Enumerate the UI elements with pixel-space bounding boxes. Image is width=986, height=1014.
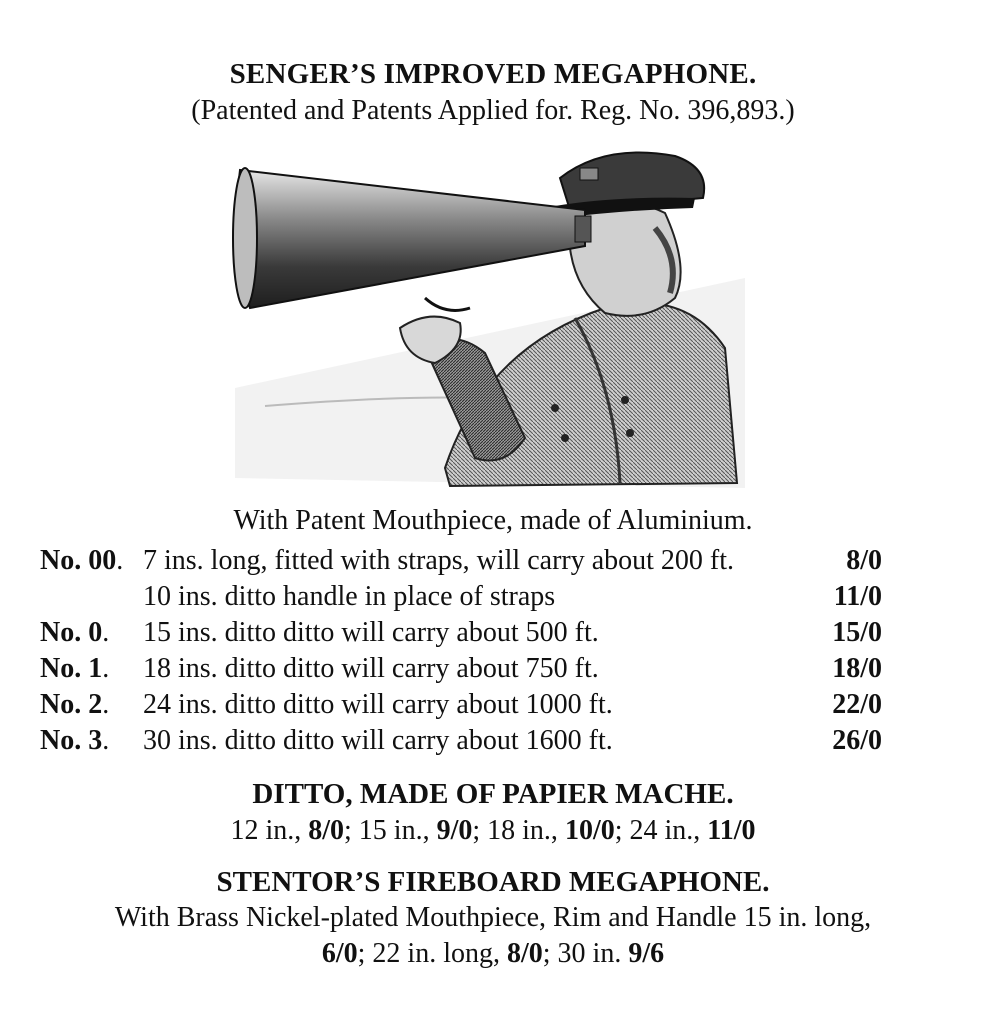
papier-mache-prices (0, 815, 986, 847)
intro-text: With Patent Mouthpiece, made of Aluminium. (233, 505, 753, 536)
model-sep: . (102, 617, 110, 648)
price-row (0, 653, 986, 689)
model-sep: . (116, 545, 124, 576)
stentor-size: ; 22 in. long, (357, 938, 500, 969)
papier-mache-heading: DITTO, MADE OF PAPIER MACHE. (252, 778, 734, 810)
row-description: 15 ins. ditto ditto will carry about 500 ft. (143, 617, 599, 648)
papier-size: ; 24 in., (614, 815, 701, 846)
row-price: 15/0 (832, 617, 882, 648)
stentor-prices (0, 938, 986, 970)
papier-size: ; 18 in., (472, 815, 558, 846)
megaphone-illustration (225, 138, 755, 500)
model-number: No. 1 (40, 653, 103, 684)
price-row (0, 689, 986, 725)
papier-price: 11/0 (707, 815, 756, 846)
page-title: SENGER’S IMPROVED MEGAPHONE. (229, 58, 757, 90)
row-price: 18/0 (832, 653, 882, 684)
row-price: 26/0 (832, 725, 882, 756)
row-description: 30 ins. ditto ditto will carry about 1600 ft. (143, 725, 613, 756)
stentor-heading: STENTOR’S FIREBOARD MEGAPHONE. (216, 866, 770, 898)
stentor-price: 9/6 (628, 938, 665, 969)
papier-price: 9/0 (436, 815, 473, 846)
model-number: No. 2 (40, 689, 103, 720)
price-row (0, 545, 986, 581)
row-price: 22/0 (832, 689, 882, 720)
model-number: No. 00 (40, 545, 117, 576)
model-sep: . (102, 689, 110, 720)
row-description: 7 ins. long, fitted with straps, will carry about 200 ft. (143, 545, 735, 576)
price-row (0, 581, 986, 617)
model-number: No. 3 (40, 725, 103, 756)
model-number: No. 0 (40, 617, 103, 648)
papier-price: 8/0 (308, 815, 345, 846)
row-description: 10 ins. ditto handle in place of straps (143, 581, 556, 612)
stentor-price: 8/0 (507, 938, 543, 969)
model-sep: . (102, 725, 110, 756)
price-row (0, 725, 986, 761)
row-description: 18 ins. ditto ditto will carry about 750 ft. (143, 653, 599, 684)
papier-size: ; 15 in., (344, 815, 430, 846)
row-description: 24 ins. ditto ditto will carry about 1000 ft. (143, 689, 613, 720)
price-row (0, 617, 986, 653)
stentor-description: With Brass Nickel-plated Mouthpiece, Rim and Handle 15 in. long, (114, 902, 872, 933)
papier-price: 10/0 (564, 815, 615, 846)
patent-subtitle: (Patented and Patents Applied for. Reg. No. 396,893.) (191, 95, 795, 126)
papier-size: 12 in., (230, 815, 302, 846)
stentor-price: 6/0 (321, 938, 358, 969)
row-price: 11/0 (833, 581, 882, 612)
stentor-size: ; 30 in. (542, 938, 622, 969)
model-sep: . (102, 653, 110, 684)
row-price: 8/0 (846, 545, 882, 576)
